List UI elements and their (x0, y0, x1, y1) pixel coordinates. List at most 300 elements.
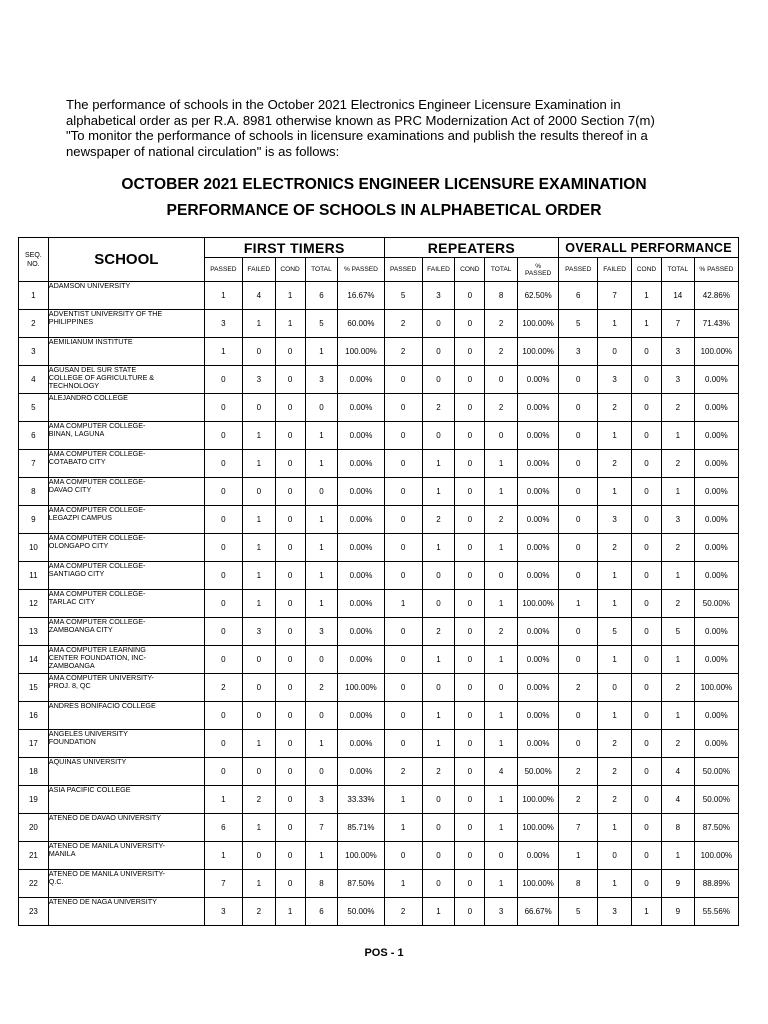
table-cell: 0 (559, 562, 598, 590)
school-name (48, 534, 204, 562)
table-cell: 0.00% (694, 394, 738, 422)
table-cell: 0.00% (338, 702, 384, 730)
table-cell: 0 (559, 702, 598, 730)
table-cell: 2 (204, 674, 242, 702)
document-subtitle: PERFORMANCE OF SCHOOLS IN ALPHABETICAL ORDER (166, 202, 602, 219)
table-cell: 0 (204, 394, 242, 422)
table-cell: 3 (242, 618, 275, 646)
table-cell: 0 (598, 338, 632, 366)
table-row (19, 758, 739, 786)
table-cell: 0 (455, 282, 485, 310)
table-row (19, 534, 739, 562)
school-name (48, 282, 204, 310)
intro-line: newspaper of national circulation" is as follows: (66, 143, 340, 159)
table-cell: 0 (275, 478, 305, 506)
table-cell: 0.00% (518, 562, 559, 590)
seq-number: 8 (19, 478, 49, 506)
table-cell: 0 (455, 534, 485, 562)
table-cell: 5 (559, 898, 598, 926)
table-cell: 1 (242, 870, 275, 898)
table-cell: 3 (661, 366, 694, 394)
table-cell: 100.00% (694, 674, 738, 702)
school-name (48, 366, 204, 394)
table-cell: 2 (598, 450, 632, 478)
school-name-line: ADVENTIST UNIVERSITY OF THE (48, 309, 163, 318)
table-cell: 50.00% (694, 590, 738, 618)
table-cell: 8 (305, 870, 338, 898)
table-cell: 8 (485, 282, 518, 310)
table-cell: 1 (204, 786, 242, 814)
table-row (19, 730, 739, 758)
table-cell: 0.00% (518, 506, 559, 534)
table-cell: 0 (204, 506, 242, 534)
table-cell: 0 (242, 702, 275, 730)
table-cell: 0 (305, 478, 338, 506)
table-cell: 0 (204, 366, 242, 394)
intro-line: The performance of schools in the October 2021 Electronics Engineer Licensure Examination in (66, 97, 621, 112)
table-cell: 0 (275, 366, 305, 394)
table-row (19, 366, 739, 394)
school-name-line: COLLEGE OF AGRICULTURE & (48, 373, 155, 382)
school-name (48, 702, 204, 730)
table-cell: 0 (275, 590, 305, 618)
table-cell: 1 (485, 478, 518, 506)
table-cell: 0 (275, 786, 305, 814)
table-cell: 2 (661, 730, 694, 758)
table-row (19, 310, 739, 338)
col-header-pct-passed: % PASSED (518, 258, 559, 282)
table-cell: 42.86% (694, 282, 738, 310)
table-cell: 50.00% (338, 898, 384, 926)
table-cell: 0 (422, 870, 455, 898)
table-cell: 0 (384, 646, 422, 674)
table-cell: 3 (485, 898, 518, 926)
table-cell: 0 (204, 590, 242, 618)
seq-number: 15 (19, 674, 49, 702)
school-name-line: ATENEO DE MANILA UNIVERSITY- (48, 869, 166, 878)
table-cell: 3 (559, 338, 598, 366)
table-cell: 0 (384, 450, 422, 478)
table-cell: 0 (455, 590, 485, 618)
table-cell: 7 (598, 282, 632, 310)
table-cell: 1 (422, 730, 455, 758)
table-cell: 1 (242, 562, 275, 590)
school-name-line: AMA COMPUTER COLLEGE- (48, 561, 146, 570)
table-cell: 1 (661, 562, 694, 590)
table-cell: 7 (559, 814, 598, 842)
table-cell: 0 (204, 646, 242, 674)
table-row (19, 506, 739, 534)
school-name-line: AMA COMPUTER COLLEGE- (48, 533, 146, 542)
table-cell: 0 (305, 702, 338, 730)
table-cell: 0.00% (694, 366, 738, 394)
table-cell: 2 (598, 786, 632, 814)
table-cell: 0 (384, 422, 422, 450)
table-cell: 1 (632, 282, 662, 310)
school-name (48, 674, 204, 702)
school-name-line: OLONGAPO CITY (48, 541, 109, 550)
table-cell: 0.00% (518, 394, 559, 422)
table-cell: 9 (661, 870, 694, 898)
school-name-line: ALEJANDRO COLLEGE (48, 393, 128, 402)
table-cell: 0.00% (518, 366, 559, 394)
table-cell: 4 (661, 758, 694, 786)
table-cell: 6 (305, 898, 338, 926)
table-cell: 0 (455, 478, 485, 506)
table-cell: 0.00% (694, 422, 738, 450)
table-cell: 0 (485, 366, 518, 394)
table-cell: 0.00% (518, 534, 559, 562)
table-cell: 0.00% (694, 478, 738, 506)
table-cell: 0 (559, 366, 598, 394)
table-cell: 0 (632, 590, 662, 618)
table-cell: 6 (204, 814, 242, 842)
seq-number: 5 (19, 394, 49, 422)
table-cell: 0 (204, 618, 242, 646)
table-cell: 0 (632, 506, 662, 534)
table-cell: 14 (661, 282, 694, 310)
table-cell: 0 (242, 674, 275, 702)
table-cell: 66.67% (518, 898, 559, 926)
school-name (48, 394, 204, 422)
table-cell: 0 (384, 478, 422, 506)
table-cell: 0 (275, 506, 305, 534)
table-cell: 0 (242, 646, 275, 674)
table-cell: 0 (204, 702, 242, 730)
table-row (19, 870, 739, 898)
school-name-line: ZAMBOANGA CITY (48, 625, 113, 634)
table-cell: 0 (598, 674, 632, 702)
table-cell: 4 (661, 786, 694, 814)
table-cell: 0 (275, 814, 305, 842)
table-cell: 0 (632, 422, 662, 450)
seq-number: 18 (19, 758, 49, 786)
intro-paragraph (66, 97, 716, 159)
table-cell: 0 (455, 730, 485, 758)
school-name-line: TARLAC CITY (48, 597, 95, 606)
table-cell: 0 (632, 702, 662, 730)
table-cell: 3 (598, 366, 632, 394)
table-cell: 2 (485, 338, 518, 366)
school-name (48, 730, 204, 758)
table-cell: 1 (275, 310, 305, 338)
school-name-line: ANDRES BONIFACIO COLLEGE (48, 701, 156, 710)
school-name-line: AMA COMPUTER COLLEGE- (48, 505, 146, 514)
table-cell: 0.00% (518, 450, 559, 478)
table-cell: 0 (455, 758, 485, 786)
table-cell: 1 (275, 898, 305, 926)
seq-number: 3 (19, 338, 49, 366)
table-cell: 5 (661, 618, 694, 646)
overall-performance-header: OVERALL PERFORMANCE (559, 238, 739, 258)
table-cell: 87.50% (338, 870, 384, 898)
table-cell: 55.56% (694, 898, 738, 926)
table-cell: 2 (422, 618, 455, 646)
col-header-failed: FAILED (242, 258, 275, 282)
table-cell: 0 (242, 338, 275, 366)
table-cell: 2 (422, 506, 455, 534)
col-header-failed: FAILED (422, 258, 455, 282)
table-cell: 1 (661, 478, 694, 506)
table-cell: 0 (455, 842, 485, 870)
table-cell: 0 (559, 730, 598, 758)
table-cell: 1 (305, 590, 338, 618)
table-cell: 0.00% (338, 534, 384, 562)
table-cell: 1 (632, 310, 662, 338)
table-cell: 2 (384, 310, 422, 338)
table-cell: 0 (632, 394, 662, 422)
table-cell: 0 (632, 534, 662, 562)
table-cell: 0 (384, 702, 422, 730)
school-name-line: COTABATO CITY (48, 457, 106, 466)
table-cell: 0.00% (338, 758, 384, 786)
table-cell: 0 (632, 366, 662, 394)
table-cell: 0 (384, 562, 422, 590)
table-cell: 100.00% (518, 338, 559, 366)
table-cell: 0 (422, 674, 455, 702)
school-name-line: TECHNOLOGY (48, 381, 100, 390)
table-cell: 0 (632, 730, 662, 758)
school-name-line: AQUINAS UNIVERSITY (48, 757, 127, 766)
school-name (48, 422, 204, 450)
school-name-line: MANILA (48, 849, 76, 858)
seq-number: 19 (19, 786, 49, 814)
table-cell: 0 (422, 562, 455, 590)
table-row (19, 590, 739, 618)
school-name-line: PROJ. 8, QC (48, 681, 91, 690)
table-cell: 0 (422, 814, 455, 842)
table-cell: 0 (384, 618, 422, 646)
seq-number: 7 (19, 450, 49, 478)
seq-number: 13 (19, 618, 49, 646)
table-row (19, 814, 739, 842)
table-cell: 7 (204, 870, 242, 898)
seq-number: 16 (19, 702, 49, 730)
table-cell: 0.00% (694, 506, 738, 534)
table-cell: 0 (485, 562, 518, 590)
table-cell: 0 (632, 618, 662, 646)
table-cell: 2 (485, 394, 518, 422)
seq-header: SEQ. NO. (19, 238, 49, 282)
school-name-line: ASIA PACIFIC COLLEGE (48, 785, 131, 794)
table-cell: 0.00% (694, 702, 738, 730)
table-cell: 85.71% (338, 814, 384, 842)
school-name (48, 450, 204, 478)
table-cell: 0.00% (338, 478, 384, 506)
table-row (19, 674, 739, 702)
table-cell: 100.00% (338, 674, 384, 702)
table-cell: 0 (455, 338, 485, 366)
school-name (48, 814, 204, 842)
table-cell: 1 (485, 450, 518, 478)
seq-number: 12 (19, 590, 49, 618)
table-cell: 1 (485, 814, 518, 842)
table-cell: 0.00% (338, 506, 384, 534)
table-cell: 3 (661, 506, 694, 534)
table-cell: 2 (384, 758, 422, 786)
table-cell: 7 (305, 814, 338, 842)
table-cell: 5 (305, 310, 338, 338)
table-cell: 5 (598, 618, 632, 646)
col-header-passed: PASSED (204, 258, 242, 282)
table-row (19, 394, 739, 422)
table-cell: 0.00% (694, 534, 738, 562)
table-cell: 33.33% (338, 786, 384, 814)
table-cell: 100.00% (518, 870, 559, 898)
school-name-line: AMA COMPUTER COLLEGE- (48, 617, 146, 626)
table-cell: 0.00% (518, 842, 559, 870)
school-name-line: CENTER FOUNDATION, INC- (48, 653, 147, 662)
table-cell: 1 (242, 730, 275, 758)
table-cell: 0 (632, 338, 662, 366)
school-name (48, 478, 204, 506)
table-row (19, 702, 739, 730)
table-cell: 1 (275, 282, 305, 310)
table-cell: 2 (661, 534, 694, 562)
table-cell: 1 (422, 646, 455, 674)
col-header-total: TOTAL (485, 258, 518, 282)
table-cell: 9 (661, 898, 694, 926)
school-name-line: DAVAO CITY (48, 485, 92, 494)
table-body (19, 282, 739, 926)
table-row (19, 422, 739, 450)
table-cell: 6 (305, 282, 338, 310)
intro-line: alphabetical order as per R.A. 8981 otherwise known as PRC Modernization Act of 2000 Section 7(m) (66, 112, 655, 128)
table-cell: 1 (305, 562, 338, 590)
table-cell: 1 (242, 422, 275, 450)
table-cell: 2 (559, 786, 598, 814)
school-name (48, 562, 204, 590)
table-cell: 1 (242, 590, 275, 618)
table-cell: 0 (204, 478, 242, 506)
table-cell: 0.00% (518, 478, 559, 506)
table-cell: 1 (242, 450, 275, 478)
table-cell: 2 (598, 730, 632, 758)
table-cell: 1 (305, 534, 338, 562)
seq-number: 11 (19, 562, 49, 590)
table-cell: 1 (204, 282, 242, 310)
school-header: SCHOOL (48, 238, 204, 282)
school-name-line: AMA COMPUTER COLLEGE- (48, 477, 146, 486)
school-name-line: LEGAZPI CAMPUS (48, 513, 112, 522)
table-cell: 2 (485, 506, 518, 534)
table-cell: 1 (305, 338, 338, 366)
seq-number: 21 (19, 842, 49, 870)
table-cell: 1 (384, 814, 422, 842)
table-cell: 1 (598, 562, 632, 590)
table-cell: 0 (455, 450, 485, 478)
table-row (19, 282, 739, 310)
table-cell: 0 (485, 674, 518, 702)
school-name (48, 758, 204, 786)
table-row (19, 646, 739, 674)
table-cell: 100.00% (518, 786, 559, 814)
table-cell: 0 (384, 366, 422, 394)
table-cell: 0 (559, 478, 598, 506)
table-cell: 0.00% (694, 730, 738, 758)
table-cell: 50.00% (518, 758, 559, 786)
col-header-cond: COND (455, 258, 485, 282)
table-cell: 0 (275, 870, 305, 898)
school-name (48, 870, 204, 898)
table-cell: 1 (305, 450, 338, 478)
table-cell: 1 (598, 590, 632, 618)
table-cell: 0 (632, 674, 662, 702)
table-cell: 1 (598, 478, 632, 506)
table-cell: 0 (204, 562, 242, 590)
table-cell: 1 (661, 422, 694, 450)
table-cell: 0.00% (338, 450, 384, 478)
school-name-line: SANTIAGO CITY (48, 569, 105, 578)
school-name-line: ATENEO DE DAVAO UNIVERSITY (48, 813, 162, 822)
table-cell: 0 (632, 562, 662, 590)
table-cell: 0 (275, 422, 305, 450)
school-name-line: ATENEO DE NAGA UNIVERSITY (48, 897, 157, 906)
school-name (48, 898, 204, 926)
table-cell: 2 (422, 758, 455, 786)
table-cell: 0 (275, 730, 305, 758)
table-cell: 0 (455, 562, 485, 590)
table-cell: 1 (559, 590, 598, 618)
table-cell: 0.00% (694, 646, 738, 674)
table-cell: 0 (242, 758, 275, 786)
table-cell: 1 (242, 814, 275, 842)
table-cell: 0 (455, 898, 485, 926)
table-cell: 60.00% (338, 310, 384, 338)
table-cell: 0 (384, 534, 422, 562)
school-name-line: AMA COMPUTER COLLEGE- (48, 589, 146, 598)
school-name (48, 786, 204, 814)
table-cell: 0 (275, 338, 305, 366)
table-cell: 1 (305, 506, 338, 534)
col-header-failed: FAILED (598, 258, 632, 282)
table-cell: 0 (275, 562, 305, 590)
table-cell: 1 (485, 870, 518, 898)
table-cell: 0 (485, 422, 518, 450)
table-cell: 0.00% (694, 618, 738, 646)
school-name (48, 338, 204, 366)
table-cell: 0 (305, 646, 338, 674)
table-cell: 0.00% (518, 702, 559, 730)
table-cell: 1 (422, 898, 455, 926)
table-cell: 1 (242, 310, 275, 338)
table-cell: 0 (455, 786, 485, 814)
table-cell: 8 (559, 870, 598, 898)
table-cell: 2 (598, 534, 632, 562)
col-header-passed: PASSED (559, 258, 598, 282)
table-cell: 88.89% (694, 870, 738, 898)
table-cell: 50.00% (694, 758, 738, 786)
school-name-line: AMA COMPUTER COLLEGE- (48, 449, 146, 458)
table-cell: 1 (661, 702, 694, 730)
col-header-cond: COND (632, 258, 662, 282)
table-cell: 0 (422, 786, 455, 814)
table-cell: 0 (632, 786, 662, 814)
table-cell: 62.50% (518, 282, 559, 310)
school-name (48, 646, 204, 674)
seq-number: 17 (19, 730, 49, 758)
table-cell: 0.00% (338, 730, 384, 758)
table-cell: 1 (384, 590, 422, 618)
table-cell: 0 (559, 422, 598, 450)
table-cell: 4 (485, 758, 518, 786)
table-cell: 0 (242, 394, 275, 422)
school-name-line: AMA COMPUTER UNIVERSITY- (48, 673, 154, 682)
table-cell: 0 (559, 450, 598, 478)
school-name (48, 590, 204, 618)
table-cell: 0.00% (518, 422, 559, 450)
col-header-passed: PASSED (384, 258, 422, 282)
